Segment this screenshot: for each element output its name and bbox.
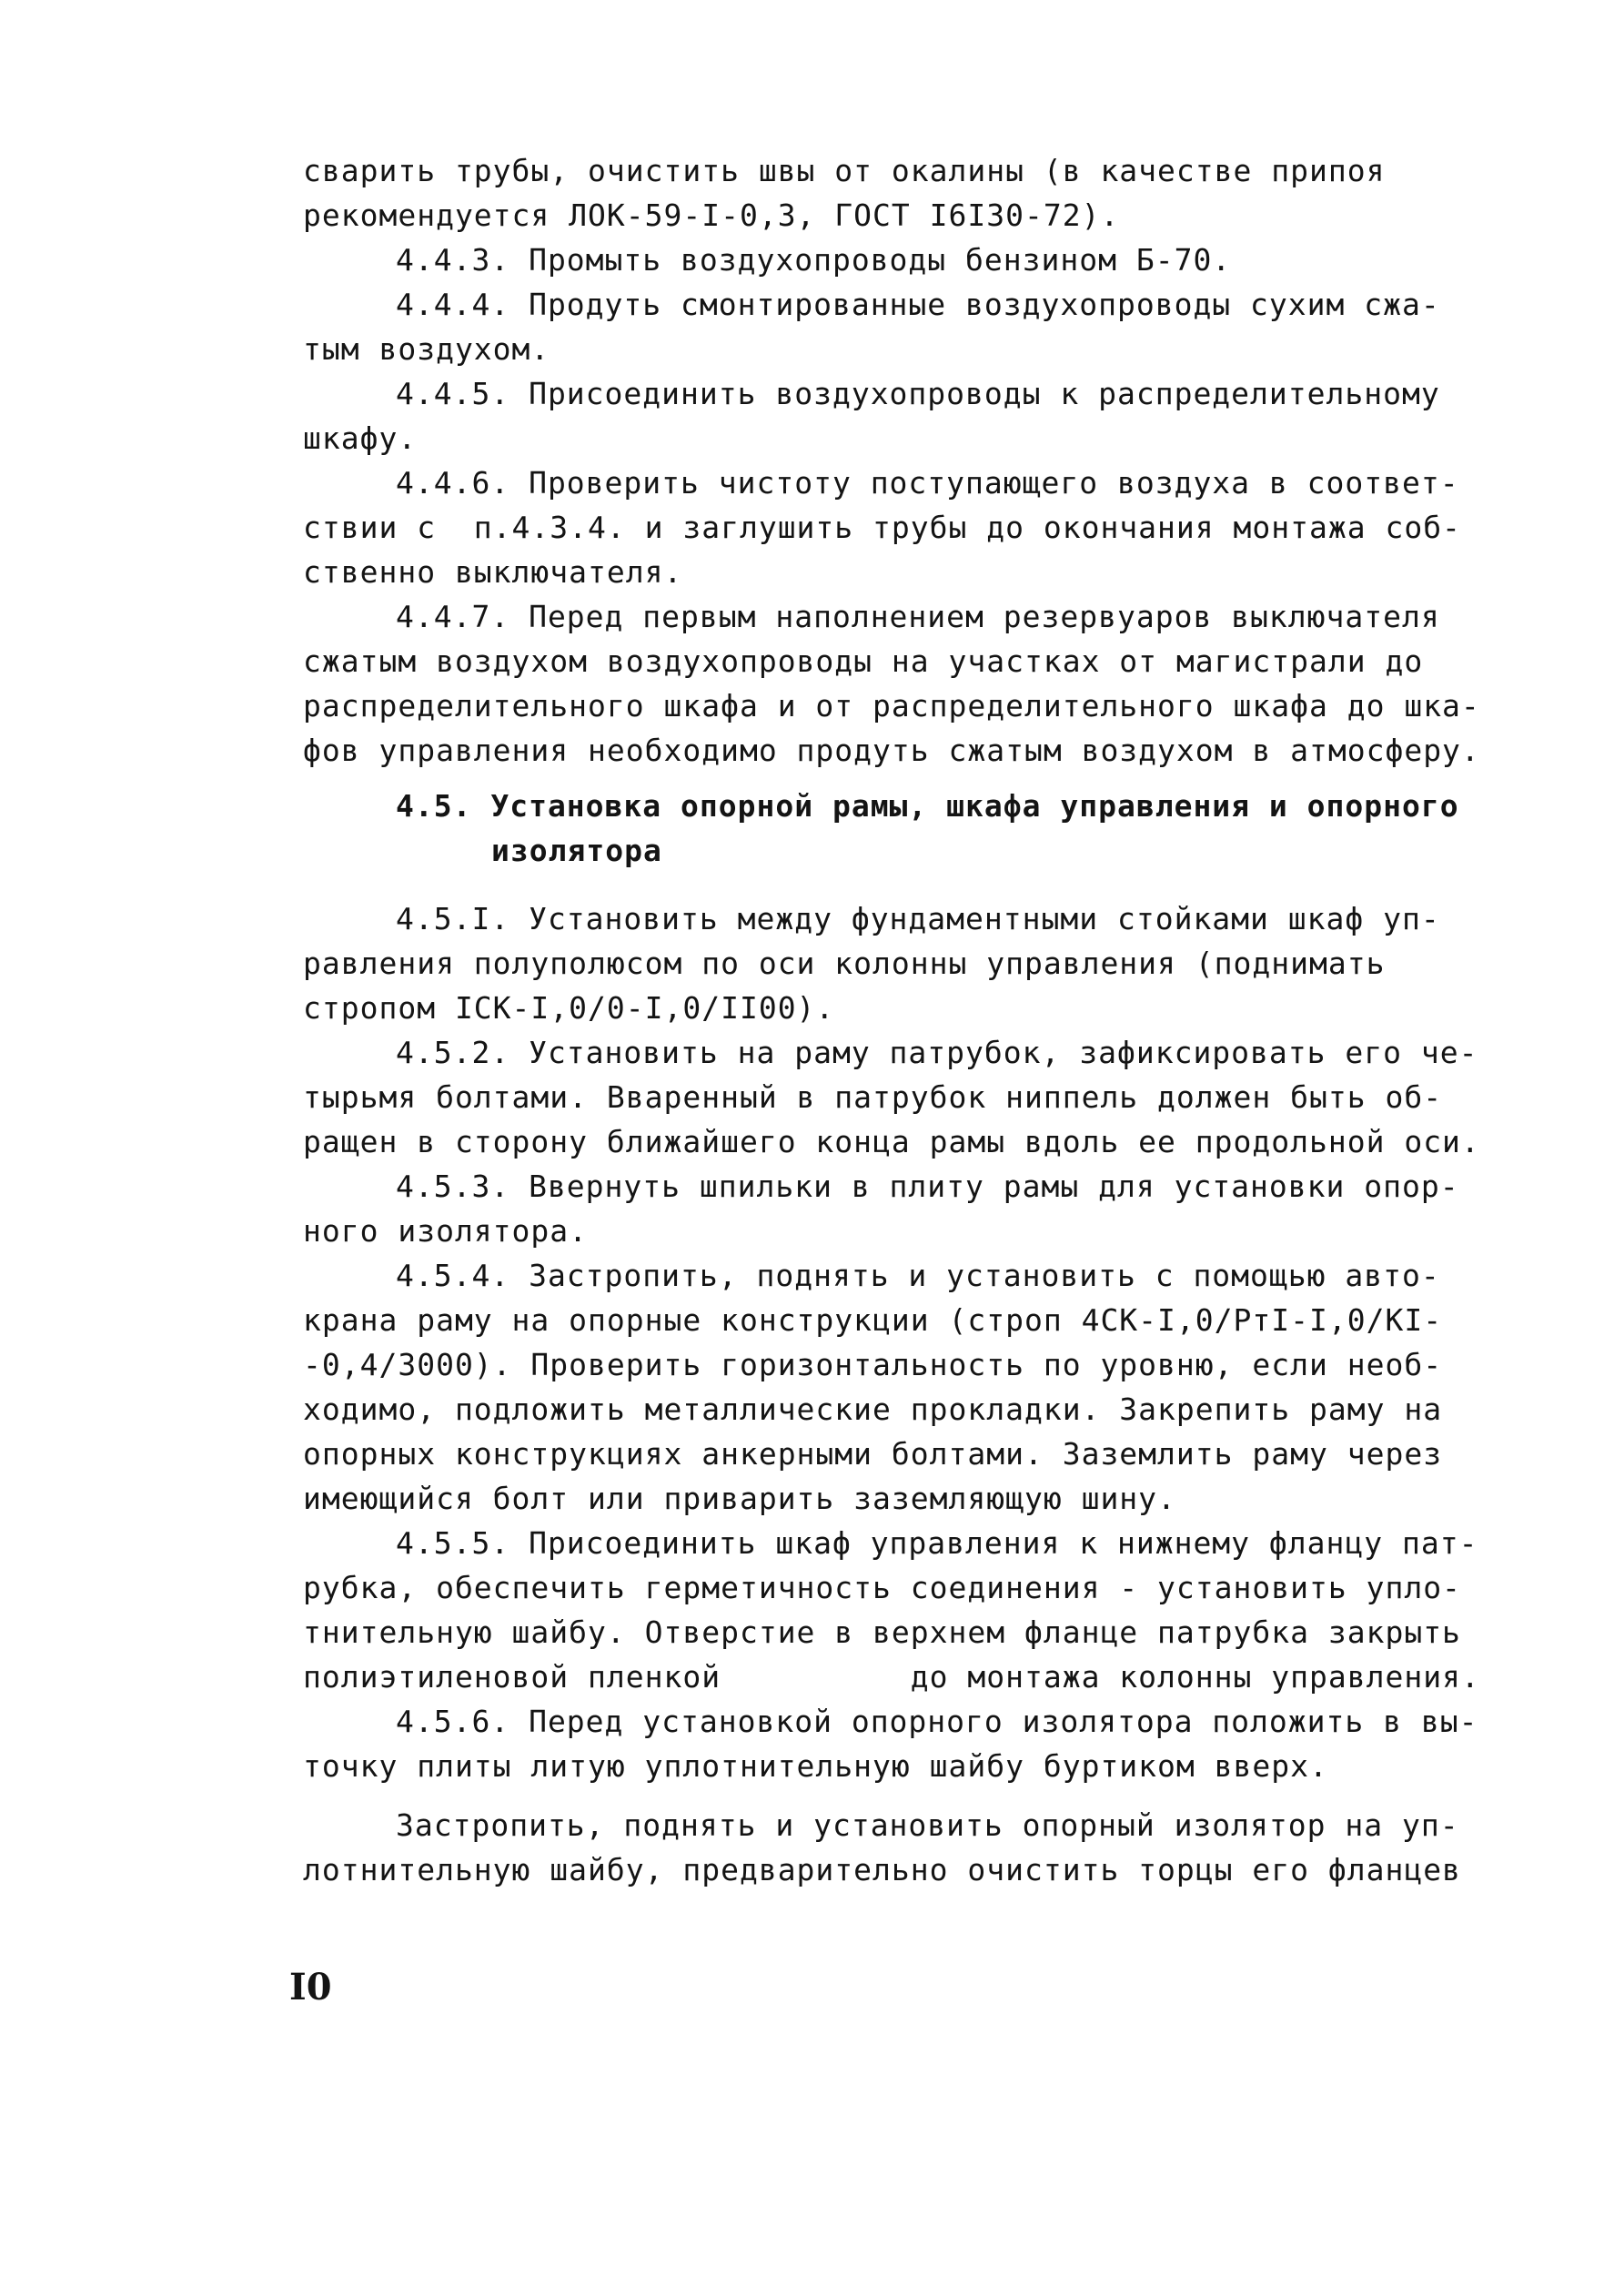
text-line: 4.4.5. Присоединить воздухопроводы к распределительному <box>396 376 1440 411</box>
text-line: 4.4.3. Промыть воздухопроводы бензином Б-70. <box>396 242 1232 278</box>
text-line: 4.4.4. Продуть смонтированные воздухопроводы сухим сжа- <box>396 287 1440 322</box>
text-line: шкафу. <box>303 420 418 456</box>
text-line: 4.5.6. Перед установкой опорного изолятора положить в вы- <box>396 1704 1478 1739</box>
text-line: 4.5.5. Присоединить шкаф управления к нижнему фланцу пат- <box>396 1525 1478 1561</box>
text-line: ствии с п.4.3.4. и заглушить трубы до окончания монтажа соб- <box>303 510 1461 545</box>
text-line: ственно выключателя. <box>303 554 683 590</box>
text-line: ращен в сторону ближайшего конца рамы вдоль ее продольной оси. <box>303 1124 1480 1159</box>
text-line: опорных конструкциях анкерными болтами. Заземлить раму через <box>303 1436 1443 1472</box>
text-line: 4.5.4. Застропить, поднять и установить с помощью авто- <box>396 1258 1440 1293</box>
text-line: равления полуполюсом по оси колонны управления (поднимать <box>303 946 1386 981</box>
section-heading-continued: изолятора <box>491 833 662 868</box>
text-line: 4.4.6. Проверить чистоту поступающего воздуха в соответ- <box>396 465 1459 501</box>
text-line: -0,4/3000). Проверить горизонтальность по уровню, если необ- <box>303 1347 1443 1382</box>
text-line: 4.5.3. Ввернуть шпильки в плиту рамы для установки опор- <box>396 1169 1459 1204</box>
text-line: имеющийся болт или приварить заземляющую шину. <box>303 1481 1176 1516</box>
text-line: 4.5.I. Установить между фундаментными стойками шкаф уп- <box>396 901 1440 936</box>
text-line: ходимо, подложить металлические прокладки. Закрепить раму на <box>303 1391 1443 1427</box>
text-line: тым воздухом. <box>303 331 550 367</box>
text-line: полиэтиленовой пленкой до монтажа колонны управления. <box>303 1659 1480 1695</box>
text-line: Застропить, поднять и установить опорный изолятор на уп- <box>396 1807 1459 1843</box>
text-line: точку плиты литую уплотнительную шайбу буртиком вверх. <box>303 1748 1328 1784</box>
text-line: рекомендуется ЛОК-59-I-0,3, ГОСТ I6I30-72). <box>303 197 1120 233</box>
text-line: рубка, обеспечить герметичность соединения - установить упло- <box>303 1570 1461 1605</box>
text-line: стропом ICK-I,0/0-I,0/II00). <box>303 990 835 1026</box>
text-line: лотнительную шайбу, предварительно очистить торцы его фланцев <box>303 1852 1461 1887</box>
page-number: I0 <box>289 1966 332 2009</box>
text-line: сжатым воздухом воздухопроводы на участках от магистрали до <box>303 643 1424 679</box>
text-line: фов управления необходимо продуть сжатым воздухом в атмосферу. <box>303 733 1480 768</box>
text-line: 4.5.2. Установить на раму патрубок, зафиксировать его че- <box>396 1035 1478 1070</box>
text-line: тырьмя болтами. Вваренный в патрубок ниппель должен быть об- <box>303 1079 1443 1115</box>
text-line: распределительного шкафа и от распределительного шкафа до шка- <box>303 688 1480 724</box>
text-line: крана раму на опорные конструкции (строп 4CK-I,0/PтI-I,0/KI- <box>303 1302 1443 1338</box>
text-line: 4.4.7. Перед первым наполнением резервуаров выключателя <box>396 599 1440 634</box>
section-heading: 4.5. Установка опорной рамы, шкафа управления и опорного <box>396 788 1459 824</box>
text-line: ного изолятора. <box>303 1213 589 1249</box>
text-line: тнительную шайбу. Отверстие в верхнем фланце патрубка закрыть <box>303 1614 1461 1650</box>
text-line: сварить трубы, очистить швы от окалины (в качестве припоя <box>303 153 1386 188</box>
